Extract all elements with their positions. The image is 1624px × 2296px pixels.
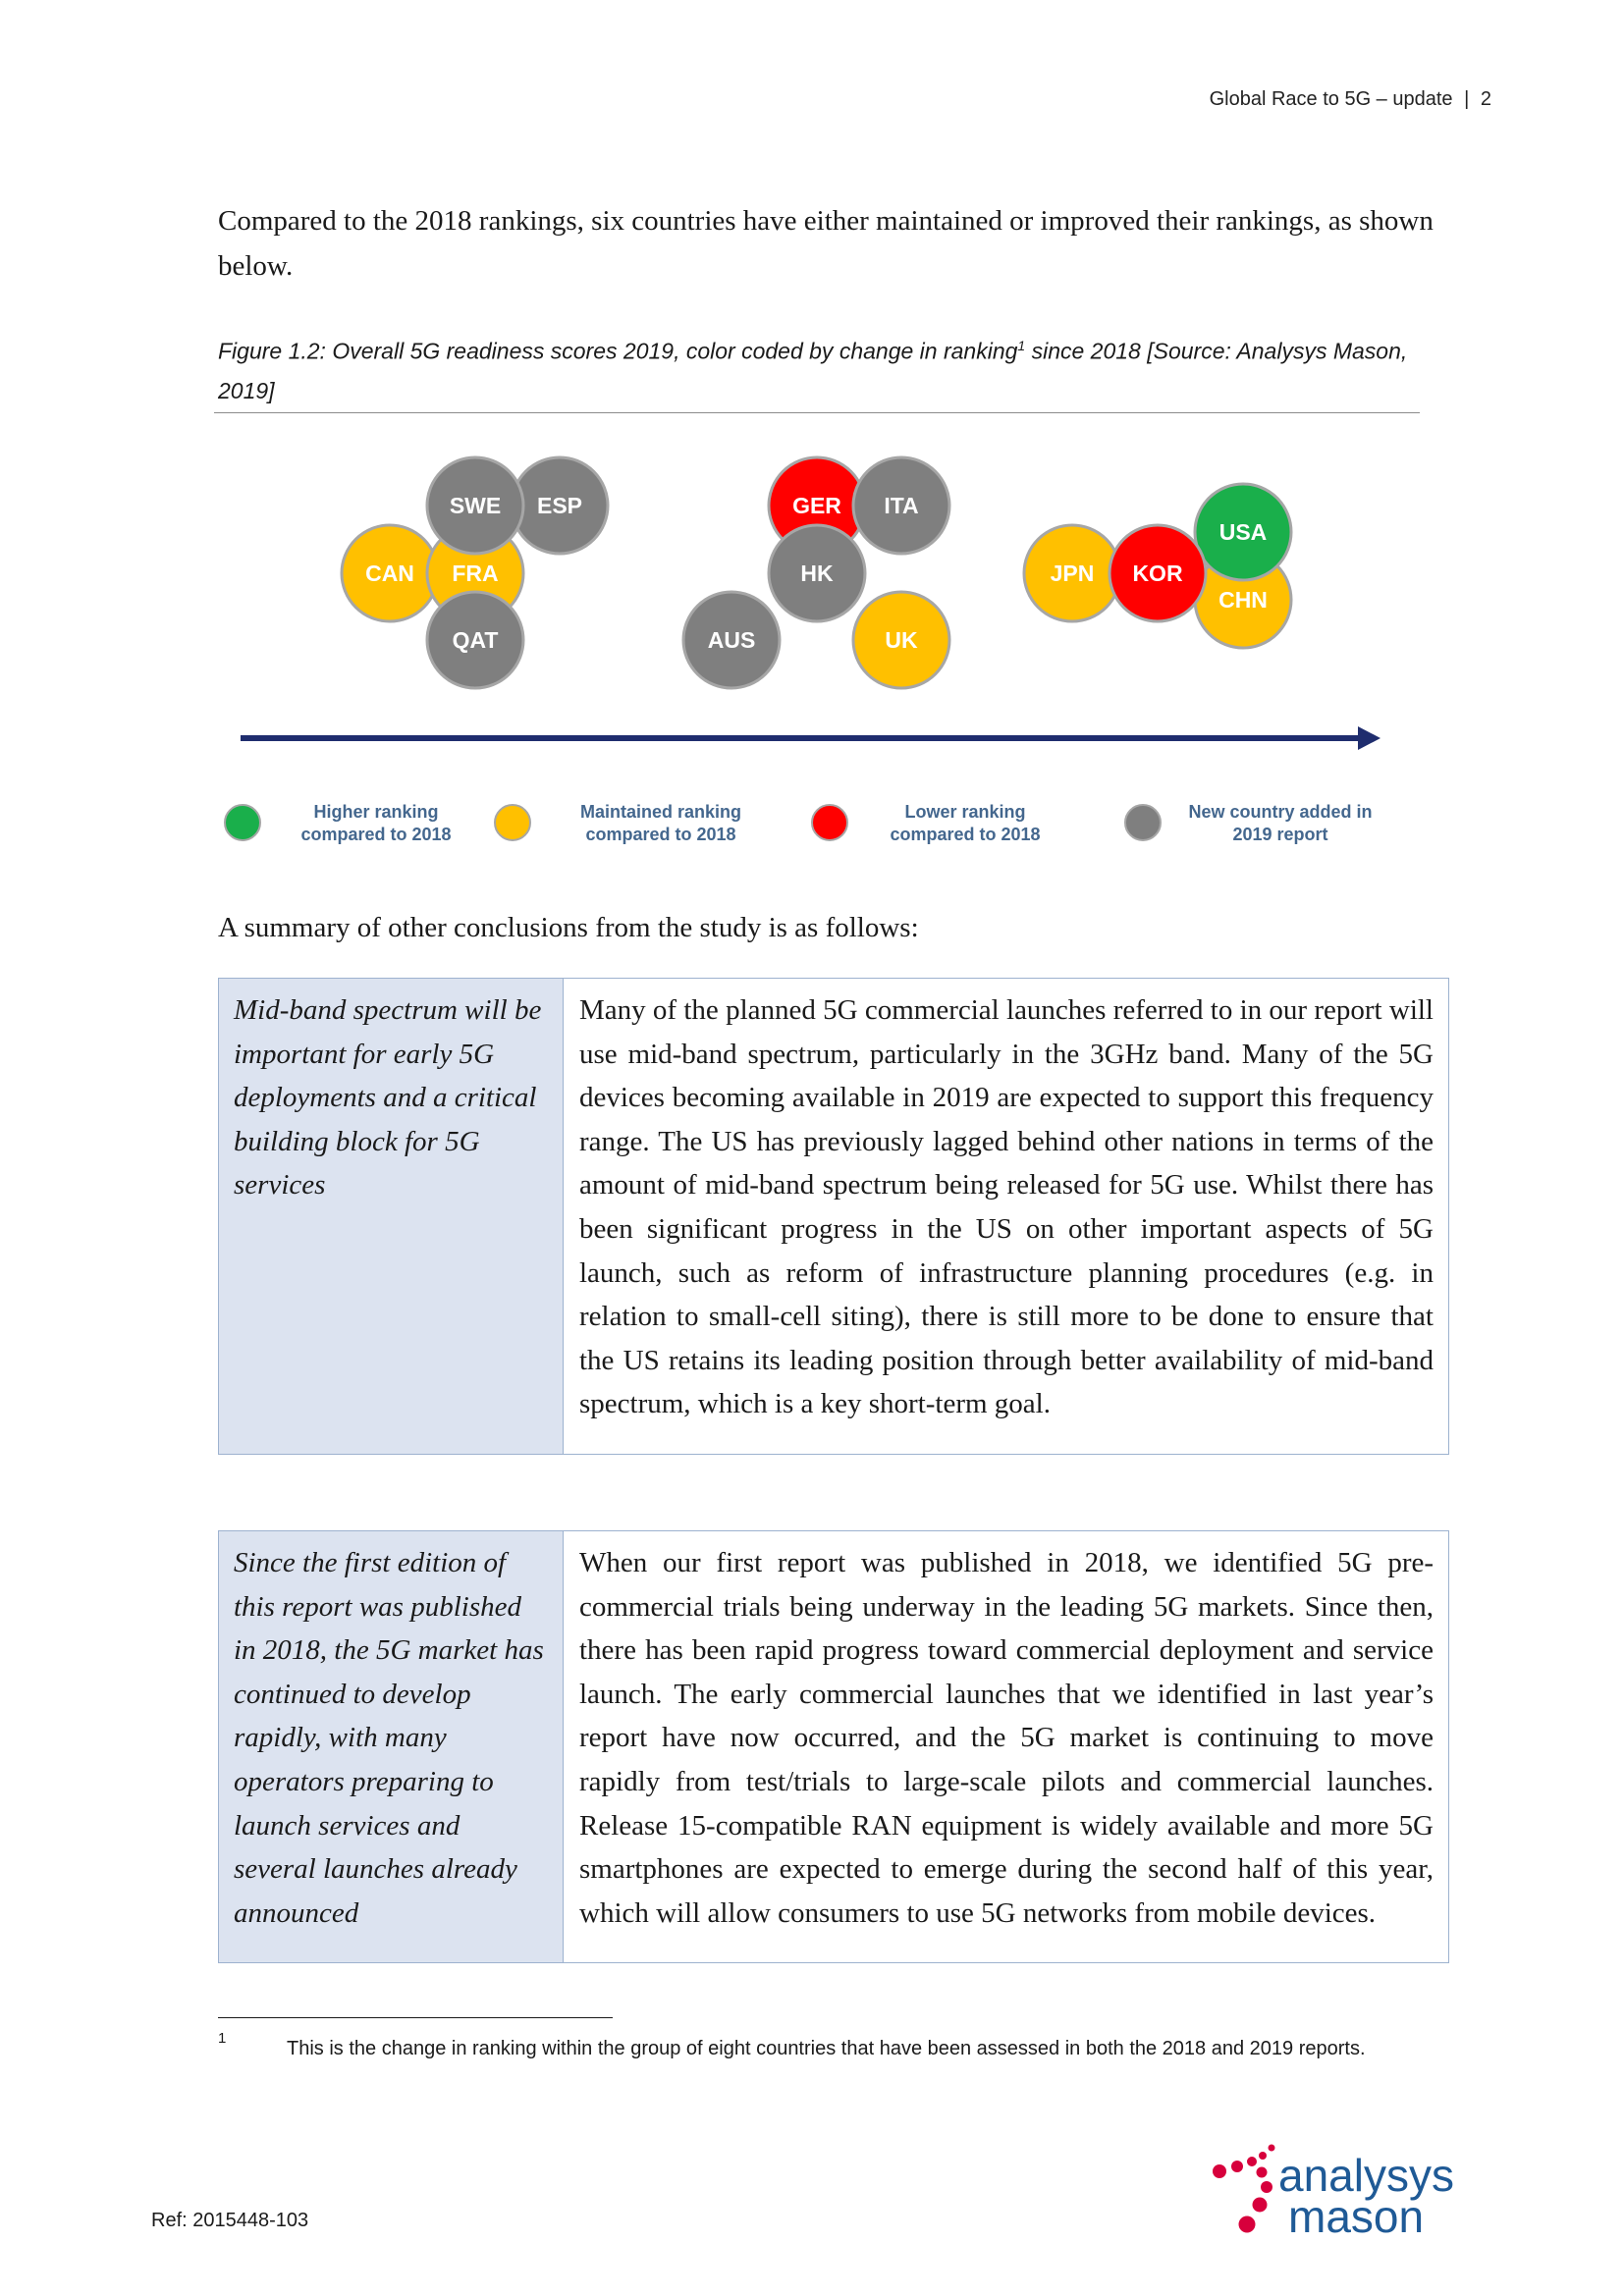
bubble-label-ger: GER bbox=[792, 493, 841, 518]
summary-intro: A summary of other conclusions from the study is as follows: bbox=[218, 912, 919, 943]
footnote-text: This is the change in ranking within the group of eight countries that have been assessed in both the 2018 and 2019 reports. bbox=[287, 2038, 1366, 2059]
bubble-uk bbox=[853, 592, 949, 688]
caption-text-1: Figure 1.2: Overall 5G readiness scores 2019, color coded by change in ranking bbox=[218, 338, 1018, 364]
legend-item-higher bbox=[225, 802, 452, 844]
legend-item-lower bbox=[812, 802, 1041, 844]
footnote-number: 1 bbox=[218, 2030, 227, 2047]
legend-higher-line2: compared to 2018 bbox=[300, 825, 452, 844]
logo-text-mason: mason bbox=[1288, 2191, 1425, 2242]
bubble-jpn bbox=[1024, 525, 1120, 621]
legend-new-line1: New country added in bbox=[1188, 802, 1373, 822]
bubble-label-chn: CHN bbox=[1218, 587, 1268, 613]
bubble-label-hk: HK bbox=[800, 561, 834, 586]
bubble-label-can: CAN bbox=[365, 561, 414, 586]
conclusion-body-market: When our first report was published in 2018, we identified 5G pre-commercial trials being underway in the leading 5G markets. Since then, there has been rapid progress toward commercial deployment and service launch. The early commercial launches that we identified in last year’s report have now occurred, and the 5G market is continuing to move rapidly from test/trials to large-scale pilots and commercial launches. Release 15-compatible RAN equipment is widely available and more 5G smartphones are expected to emerge during the second half of this year, which will allow consumers to use 5G networks from mobile devices. bbox=[564, 1531, 1449, 1963]
legend-dot-higher bbox=[225, 805, 260, 840]
caption-rule bbox=[214, 412, 1420, 413]
conclusion-row bbox=[219, 979, 1449, 1455]
readiness-arrow bbox=[241, 726, 1380, 750]
legend-maintained-line1: Maintained ranking bbox=[579, 802, 742, 822]
readiness-bubble-figure bbox=[0, 0, 1624, 883]
bubble-label-aus: AUS bbox=[707, 627, 756, 653]
conclusion-heading-mid-band: Mid-band spectrum will be important for early 5G deployments and a critical building block for 5G services bbox=[219, 979, 564, 1455]
bubble-qat bbox=[427, 592, 523, 688]
bubble-label-fra: FRA bbox=[452, 561, 499, 586]
bubble-swe bbox=[427, 457, 523, 554]
legend-higher-line1: Higher ranking bbox=[313, 802, 439, 822]
bubble-esp bbox=[512, 457, 608, 554]
bubble-ita bbox=[853, 457, 949, 554]
legend-lower-line2: compared to 2018 bbox=[890, 825, 1041, 844]
header-title: Global Race to 5G – update bbox=[1209, 88, 1453, 110]
conclusion-row bbox=[219, 1531, 1449, 1963]
logo-text-analysys: analysys bbox=[1278, 2150, 1454, 2201]
intro-paragraph: Compared to the 2018 rankings, six countries have either maintained or improved their rankings, as shown below. bbox=[218, 205, 1434, 282]
header-separator: | bbox=[1464, 88, 1470, 110]
legend-dot-new bbox=[1125, 805, 1161, 840]
conclusion-heading-market: Since the first edition of this report was published in 2018, the 5G market has continued to develop rapidly, with many operators preparing to launch services and several launches already announced bbox=[219, 1531, 564, 1963]
conclusion-box-mid-band bbox=[218, 978, 1449, 1455]
bubble-label-qat: QAT bbox=[452, 627, 499, 653]
caption-footnote-ref: 1 bbox=[1017, 338, 1026, 353]
bubble-usa bbox=[1195, 484, 1291, 580]
running-header bbox=[1210, 88, 1491, 111]
figure-caption bbox=[218, 326, 1416, 410]
legend-dot-maintained bbox=[495, 805, 530, 840]
footnote-rule bbox=[218, 2017, 613, 2018]
bubble-label-usa: USA bbox=[1218, 519, 1268, 545]
bubble-label-esp: ESP bbox=[536, 493, 583, 518]
analysys-mason-logo bbox=[1200, 2130, 1514, 2248]
legend-dot-lower bbox=[812, 805, 847, 840]
bubble-label-jpn: JPN bbox=[1050, 561, 1095, 586]
bubble-can bbox=[342, 525, 438, 621]
conclusion-box-market bbox=[218, 1530, 1449, 1963]
logo-dots-icon bbox=[1213, 2145, 1275, 2233]
bubble-label-uk: UK bbox=[885, 627, 918, 653]
bubble-label-kor: KOR bbox=[1132, 561, 1183, 586]
legend-item-new bbox=[1125, 802, 1373, 844]
conclusion-body-mid-band: Many of the planned 5G commercial launches referred to in our report will use mid-band spectrum, particularly in the 3GHz band. Many of the 5G devices becoming available in 2019 are expected to support this frequency range. The US has previously lagged behind other nations in terms of the amount of mid-band spectrum being released for 5G use. Whilst there has been significant progress in the US on other important aspects of 5G launch, such as reform of infrastructure planning procedures (e.g. in relation to small-cell siting), there is still more to be done to ensure that the US retains its leading position through better availability of mid-band spectrum, which is a key short-term goal. bbox=[564, 979, 1449, 1455]
legend bbox=[225, 802, 1373, 844]
bubble-hk bbox=[769, 525, 865, 621]
legend-new-line2: 2019 report bbox=[1232, 825, 1328, 844]
legend-maintained-line2: compared to 2018 bbox=[585, 825, 736, 844]
bubble-label-swe: SWE bbox=[449, 493, 502, 518]
caption-text-2: since 2018 [Source: Analysys Mason, 2019] bbox=[218, 338, 1408, 403]
document-reference: Ref: 2015448-103 bbox=[151, 2210, 309, 2231]
bubble-label-ita: ITA bbox=[884, 493, 919, 518]
page-number: 2 bbox=[1480, 88, 1491, 110]
legend-lower-line1: Lower ranking bbox=[904, 802, 1026, 822]
bubble-kor bbox=[1110, 525, 1206, 621]
legend-item-maintained bbox=[495, 802, 741, 844]
bubble-aus bbox=[683, 592, 780, 688]
